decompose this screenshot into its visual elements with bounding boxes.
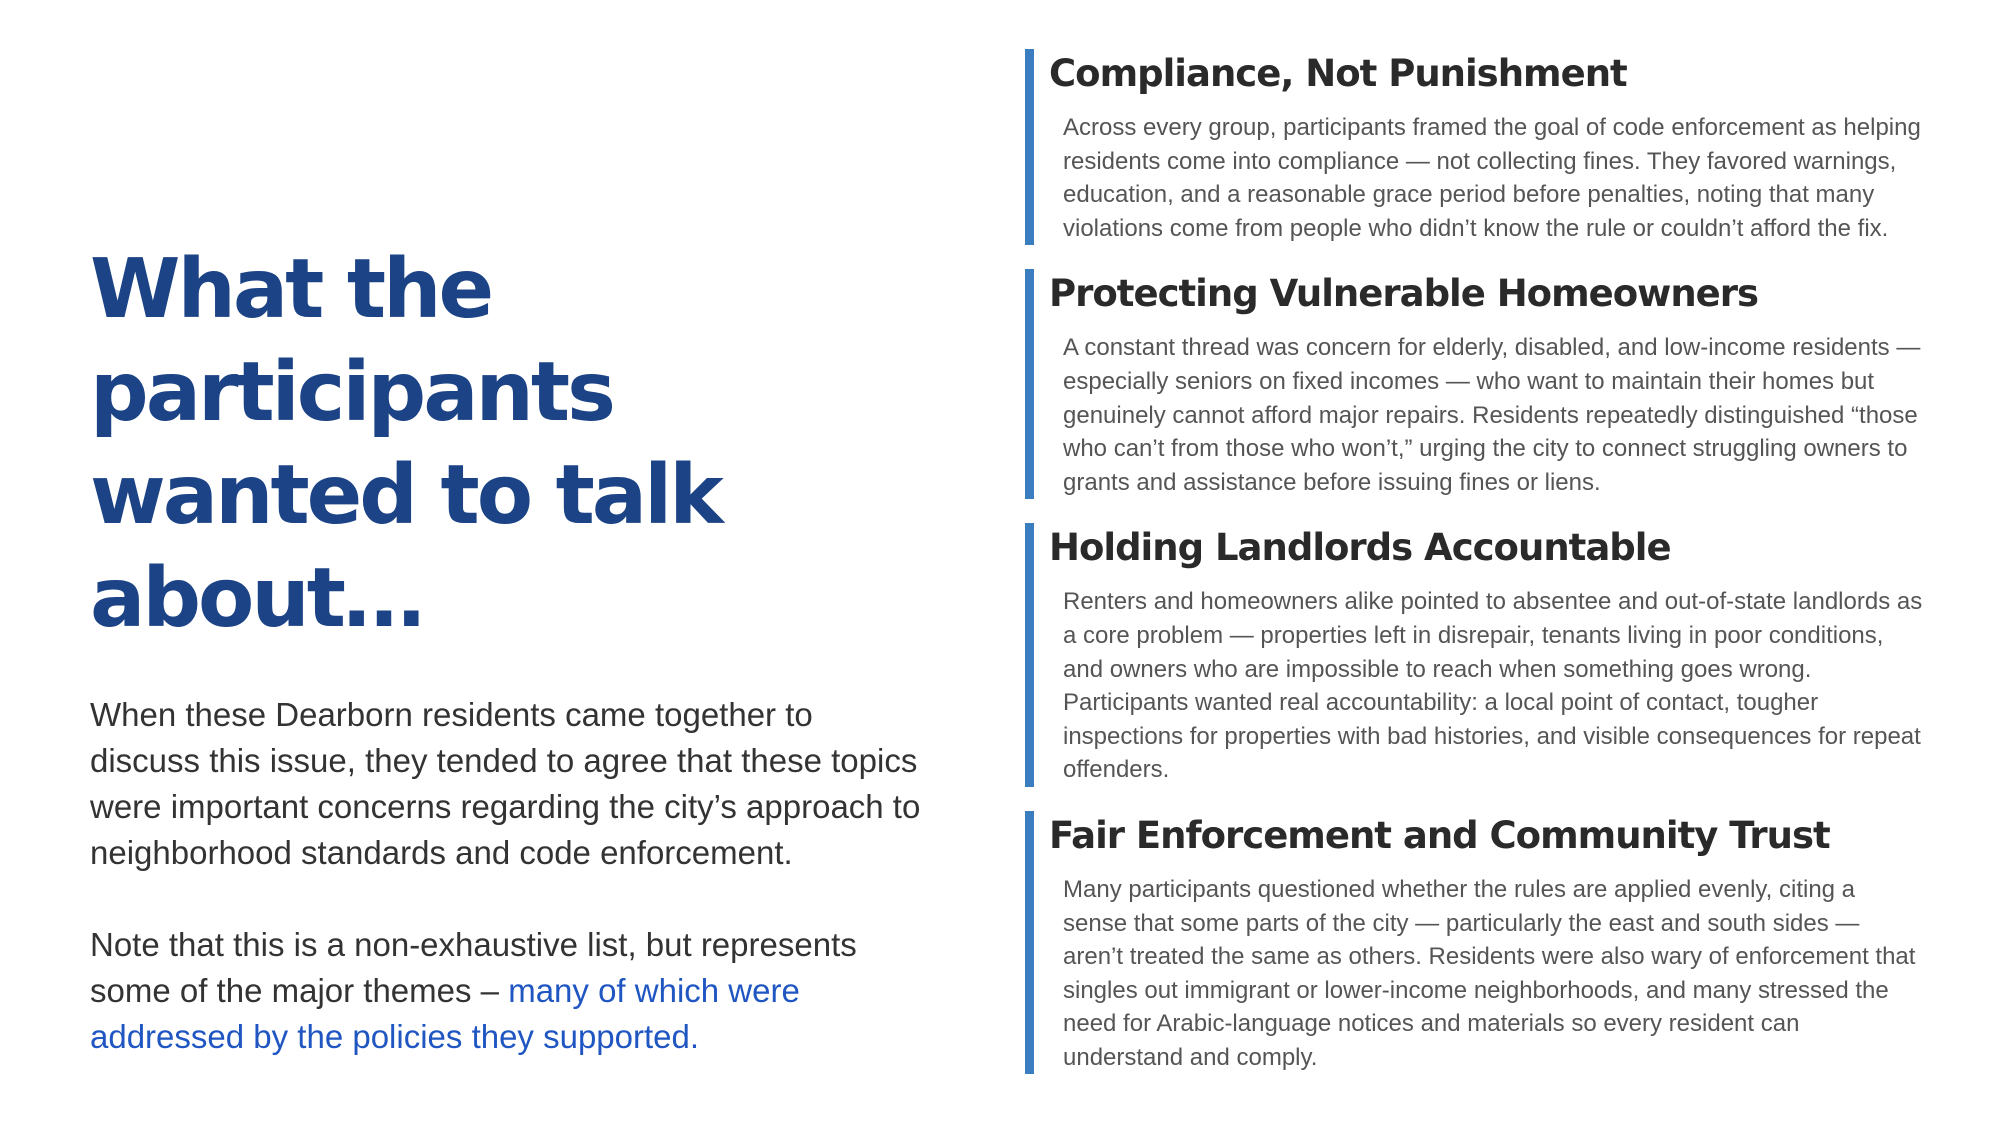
note-paragraph xyxy=(90,922,930,1060)
theme-section xyxy=(1025,49,1925,245)
note-text: Note that this is a non-exhaustive list, but represents some of the major themes – xyxy=(90,926,857,1009)
theme-body: Many participants questioned whether the rules are applied evenly, citing a sense that some parts of the city — particularly the east and south sides — aren’t treated the same as others. Residents were also wary of enforcement that singles out immigrant or lower-income neighborhoods, and many stressed the need for Arabic-language notices and materials so every resident can understand and comply. xyxy=(1063,875,1916,1071)
theme-section xyxy=(1025,811,1925,1075)
theme-section xyxy=(1025,269,1925,499)
accent-bar xyxy=(1025,269,1034,499)
intro-paragraph: When these Dearborn residents came together to discuss this issue, they tended to agree that these topics were important concerns regarding the city’s approach to neighborhood standards and code enforcement. xyxy=(90,696,921,871)
accent-bar xyxy=(1025,49,1034,245)
theme-heading: Protecting Vulnerable Homeowners xyxy=(1049,272,1759,316)
page-title: What the participants wanted to talk about… xyxy=(90,242,721,646)
theme-heading: Compliance, Not Punishment xyxy=(1049,52,1627,95)
note-highlight: many of which were addressed by the policies they supported. xyxy=(90,972,800,1055)
theme-heading: Fair Enforcement and Community Trust xyxy=(1049,813,1830,857)
accent-bar xyxy=(1025,811,1034,1075)
theme-body: Across every group, participants framed the goal of code enforcement as helping residents come into compliance — not collecting fines. They favored warnings, education, and a reasonable grace period before penalties, noting that many violations come from people who didn’t know the rule or couldn’t afford the fix. xyxy=(1063,114,1921,242)
theme-heading: Holding Landlords Accountable xyxy=(1049,526,1671,570)
accent-bar xyxy=(1025,523,1034,787)
theme-section xyxy=(1025,523,1925,787)
theme-body: Renters and homeowners alike pointed to absentee and out-of-state landlords as a core problem — properties left in disrepair, tenants living in poor conditions, and owners who are impossible to reach when something goes wrong. Participants wanted real accountability: a local point of contact, tougher inspections for properties with bad histories, and visible consequences for repeat offenders. xyxy=(1063,588,1923,784)
theme-body: A constant thread was concern for elderly, disabled, and low-income residents — especially seniors on fixed incomes — who want to maintain their homes but genuinely cannot afford major repairs. Residents repeatedly distinguished “those who can’t from those who won’t,” urging the city to connect struggling owners to grants and assistance before issuing fines or liens. xyxy=(1063,334,1921,496)
themes-list xyxy=(1025,49,1925,1098)
left-column xyxy=(90,238,930,1060)
